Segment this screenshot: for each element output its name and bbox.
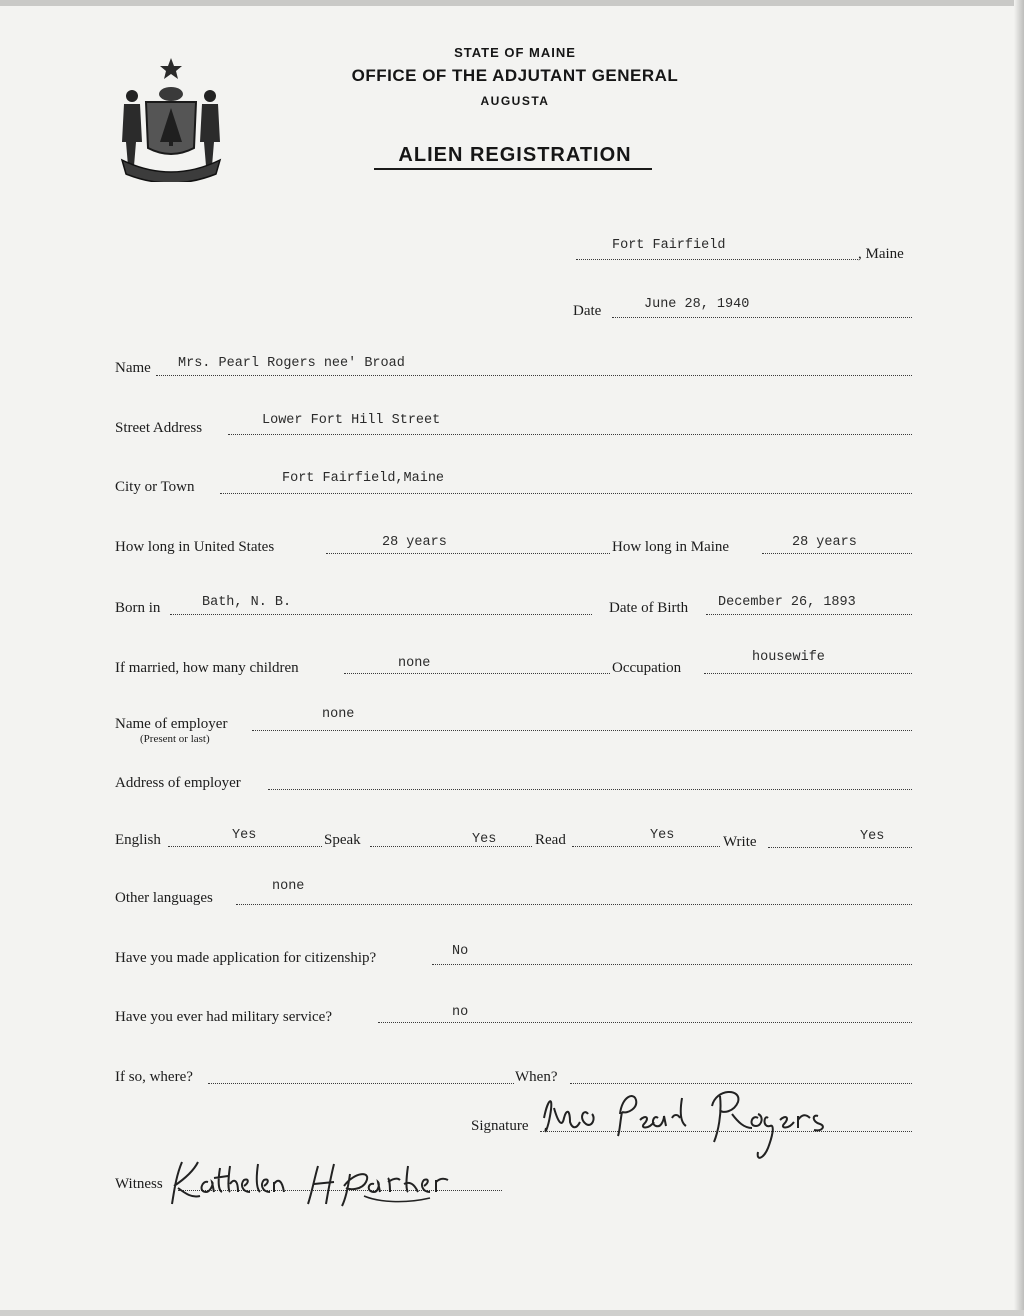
write-line xyxy=(768,847,912,848)
us-years-value: 28 years xyxy=(382,535,447,550)
us-years-line xyxy=(326,553,610,554)
header-office: OFFICE OF THE ADJUTANT GENERAL xyxy=(351,66,679,85)
read-line xyxy=(572,846,720,847)
dob-label: Date of Birth xyxy=(609,600,689,616)
city-value: Fort Fairfield,Maine xyxy=(282,471,445,486)
street-value: Lower Fort Hill Street xyxy=(262,413,441,428)
name-label: Name xyxy=(115,360,151,376)
city-line xyxy=(220,493,912,494)
other-languages-line xyxy=(236,904,912,905)
form-title: ALIEN REGISTRATION xyxy=(398,144,632,166)
other-languages-label: Other languages xyxy=(115,890,213,906)
date-value: June 28, 1940 xyxy=(644,297,750,312)
employer-line xyxy=(252,730,912,731)
when-label: When? xyxy=(515,1069,558,1085)
where-label: If so, where? xyxy=(115,1069,193,1085)
employer-address-label: Address of employer xyxy=(115,775,241,791)
maine-years-line xyxy=(762,553,912,554)
speak-label: Speak xyxy=(324,832,361,848)
employer-address-line xyxy=(268,789,912,790)
children-line xyxy=(344,673,610,674)
title-underline xyxy=(374,168,652,170)
military-label: Have you ever had military service? xyxy=(115,1009,332,1025)
us-years-label: How long in United States xyxy=(115,539,275,555)
occupation-label: Occupation xyxy=(612,660,682,676)
header-city: AUGUSTA xyxy=(480,94,550,108)
speak-value: Yes xyxy=(472,832,497,847)
born-value: Bath, N. B. xyxy=(202,595,292,610)
citizenship-value: No xyxy=(452,944,469,959)
citizenship-label: Have you made application for citizenship? xyxy=(115,950,377,966)
occupation-value: housewife xyxy=(752,650,825,665)
location-suffix: , Maine xyxy=(858,246,904,262)
name-value: Mrs. Pearl Rogers nee' Broad xyxy=(178,356,405,371)
where-line xyxy=(208,1083,514,1084)
date-label: Date xyxy=(573,303,602,319)
city-label: City or Town xyxy=(115,479,195,495)
scan-edge-top xyxy=(0,0,1024,6)
maine-years-label: How long in Maine xyxy=(612,539,730,555)
signature-handwriting xyxy=(536,1078,856,1170)
dob-value: December 26, 1893 xyxy=(718,595,856,610)
write-label: Write xyxy=(723,834,757,850)
signature-label: Signature xyxy=(471,1118,529,1134)
children-value: none xyxy=(398,656,431,671)
witness-label: Witness xyxy=(115,1176,163,1192)
witness-handwriting xyxy=(168,1152,458,1212)
citizenship-line xyxy=(432,964,912,965)
born-label: Born in xyxy=(115,600,161,616)
children-label: If married, how many children xyxy=(115,660,299,676)
military-value: no xyxy=(452,1005,469,1020)
read-value: Yes xyxy=(650,828,675,843)
other-languages-value: none xyxy=(272,879,305,894)
maine-state-seal-icon xyxy=(112,56,230,182)
header-state: STATE OF MAINE xyxy=(454,45,576,60)
occupation-line xyxy=(704,673,912,674)
date-line xyxy=(612,317,912,318)
employer-value: none xyxy=(322,707,355,722)
location-line xyxy=(576,259,858,260)
speak-line xyxy=(370,846,532,847)
english-label: English xyxy=(115,832,161,848)
read-label: Read xyxy=(535,832,566,848)
write-value: Yes xyxy=(860,829,885,844)
dob-line xyxy=(706,614,912,615)
location-value: Fort Fairfield xyxy=(612,238,726,253)
street-line xyxy=(228,434,912,435)
name-line xyxy=(156,375,912,376)
maine-years-value: 28 years xyxy=(792,535,857,550)
english-line xyxy=(168,846,322,847)
english-value: Yes xyxy=(232,828,257,843)
military-line xyxy=(378,1022,912,1023)
employer-label: Name of employer xyxy=(115,716,228,732)
street-label: Street Address xyxy=(115,420,203,436)
employer-sublabel: (Present or last) xyxy=(140,733,210,745)
scan-edge-bottom xyxy=(0,1310,1024,1316)
scan-edge-right xyxy=(1014,0,1024,1316)
born-line xyxy=(170,614,592,615)
